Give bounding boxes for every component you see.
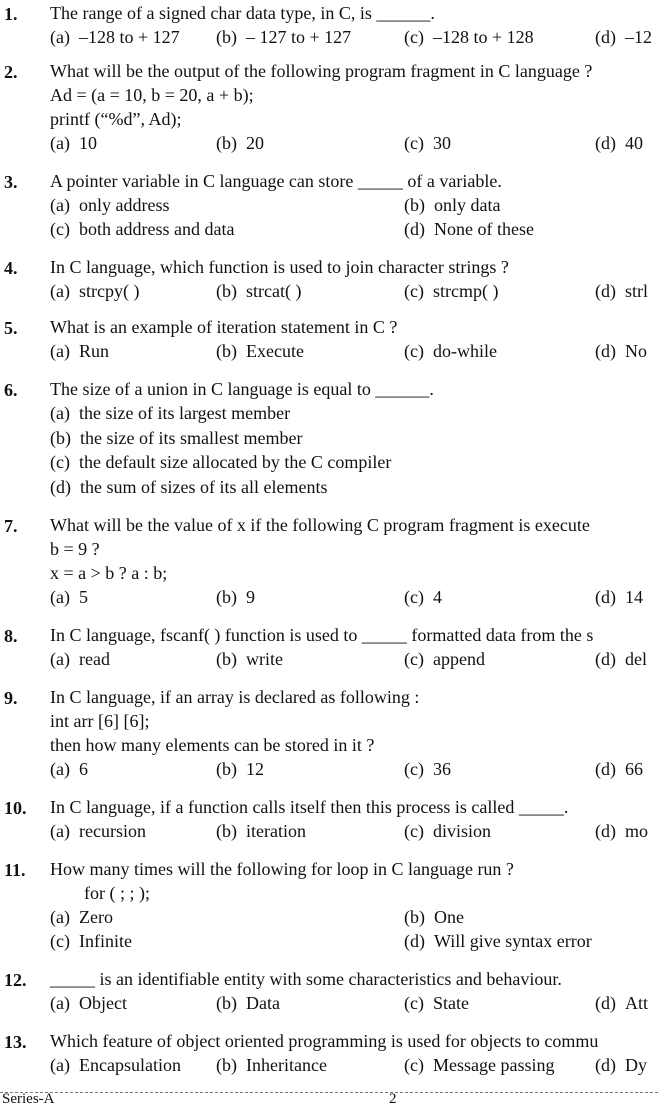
option-text: Run xyxy=(78,341,109,361)
option-label: (c) xyxy=(404,649,424,669)
option-c xyxy=(404,820,491,842)
option-label: (b) xyxy=(216,759,237,779)
option-label: (d) xyxy=(595,759,616,779)
option-text: State xyxy=(432,993,469,1013)
option-a xyxy=(50,280,139,302)
option-a xyxy=(50,402,290,424)
option-text: – 127 to + 127 xyxy=(246,27,352,47)
option-text: Zero xyxy=(78,907,113,927)
option-label: (d) xyxy=(595,281,616,301)
question-number: 6. xyxy=(4,380,18,400)
question-number: 10. xyxy=(4,798,27,818)
option-label: (c) xyxy=(404,993,424,1013)
option-text: 36 xyxy=(432,759,451,779)
option-a xyxy=(50,586,88,608)
option-label: (d) xyxy=(595,821,616,841)
question-text: In C language, which function is used to join character strings ? xyxy=(50,257,509,277)
option-label: (c) xyxy=(50,931,70,951)
question-code-line: Ad = (a = 10, b = 20, a + b); xyxy=(50,85,254,105)
option-c xyxy=(404,340,497,362)
option-label: (a) xyxy=(50,195,70,215)
option-label: (d) xyxy=(595,993,616,1013)
option-text: the size of its smallest member xyxy=(80,427,303,448)
option-b xyxy=(216,1054,327,1076)
option-b xyxy=(216,280,301,302)
option-label: (a) xyxy=(50,907,70,927)
question-text: _____ is an identifiable entity with some characteristics and behaviour. xyxy=(50,969,562,989)
option-label: (c) xyxy=(404,587,424,607)
question-number: 5. xyxy=(4,318,18,338)
option-label: (b) xyxy=(216,649,237,669)
option-b xyxy=(216,758,264,780)
option-label: (d) xyxy=(404,219,425,239)
option-text: recursion xyxy=(78,821,146,841)
question-text: What is an example of iteration statement in C ? xyxy=(50,317,398,337)
option-b xyxy=(216,992,280,1014)
option-d xyxy=(404,930,592,952)
option-text: Dy xyxy=(625,1055,647,1075)
option-text: Att xyxy=(625,993,649,1013)
option-label: (a) xyxy=(50,341,70,361)
option-text: strcpy( ) xyxy=(78,281,140,301)
question-code-line: printf (“%d”, Ad); xyxy=(50,109,182,129)
option-text: –12 xyxy=(625,27,652,47)
option-d xyxy=(595,280,648,302)
question-code-line: for ( ; ; ); xyxy=(84,883,150,903)
option-label: (b) xyxy=(216,1055,237,1075)
option-c xyxy=(404,992,469,1014)
option-b xyxy=(216,340,304,362)
option-text: None of these xyxy=(434,219,534,239)
option-a xyxy=(50,132,97,154)
option-text: both address and data xyxy=(78,219,235,239)
option-text: 14 xyxy=(625,587,643,607)
option-text: Will give syntax error xyxy=(434,931,592,951)
option-label: (a) xyxy=(50,587,70,607)
question-code-line: b = 9 ? xyxy=(50,539,100,559)
option-label: (b) xyxy=(216,27,237,47)
option-b xyxy=(216,132,264,154)
option-d xyxy=(50,476,327,498)
option-text: 5 xyxy=(78,587,88,607)
option-text: 12 xyxy=(246,759,264,779)
option-text: strl xyxy=(625,281,649,301)
question-number: 12. xyxy=(4,970,27,990)
option-c xyxy=(404,26,534,48)
option-label: (d) xyxy=(50,476,71,497)
question-text: Which feature of object oriented programming is used for objects to commu xyxy=(50,1031,599,1051)
option-label: (a) xyxy=(50,821,70,841)
option-d xyxy=(595,820,648,842)
option-label: (a) xyxy=(50,281,70,301)
option-label: (d) xyxy=(595,1055,616,1075)
question-text: The size of a union in C language is equal to ______. xyxy=(50,379,434,399)
option-a xyxy=(50,194,169,216)
question-code-line: int arr [6] [6]; xyxy=(50,711,150,731)
option-text: Inheritance xyxy=(246,1055,327,1075)
option-b xyxy=(404,906,464,928)
question-text: The range of a signed char data type, in C, is ______. xyxy=(50,3,435,23)
option-label: (c) xyxy=(404,1055,424,1075)
question-code-line: then how many elements can be stored in it ? xyxy=(50,735,375,755)
question-number: 3. xyxy=(4,172,18,192)
option-text: One xyxy=(434,907,464,927)
option-label: (c) xyxy=(404,133,424,153)
series-label: Series-A xyxy=(2,1091,55,1107)
option-text: Encapsulation xyxy=(78,1055,181,1075)
option-text: strcmp( ) xyxy=(432,281,499,301)
option-text: append xyxy=(432,649,485,669)
option-text: 40 xyxy=(625,133,643,153)
footer-divider xyxy=(0,1092,658,1093)
option-d xyxy=(595,648,647,670)
option-c xyxy=(404,280,498,302)
option-d xyxy=(595,132,643,154)
option-c xyxy=(50,930,132,952)
option-d xyxy=(595,992,648,1014)
option-label: (b) xyxy=(216,993,237,1013)
option-label: (b) xyxy=(404,907,425,927)
option-label: (b) xyxy=(50,427,71,448)
option-a xyxy=(50,340,109,362)
page-number: 2 xyxy=(389,1091,397,1107)
option-label: (d) xyxy=(595,587,616,607)
option-a xyxy=(50,1054,181,1076)
option-text: Infinite xyxy=(78,931,132,951)
option-text: mo xyxy=(625,821,649,841)
option-c xyxy=(404,648,485,670)
option-text: only address xyxy=(78,195,170,215)
option-text: Execute xyxy=(246,341,304,361)
option-d xyxy=(404,218,534,240)
option-b xyxy=(216,648,283,670)
question-text: In C language, fscanf( ) function is used to _____ formatted data from the s xyxy=(50,625,594,645)
option-a xyxy=(50,820,146,842)
question-number: 8. xyxy=(4,626,18,646)
option-label: (d) xyxy=(595,649,616,669)
option-text: No xyxy=(625,341,647,361)
option-label: (c) xyxy=(50,452,70,472)
question-number: 4. xyxy=(4,258,18,278)
option-b xyxy=(216,26,351,48)
option-label: (b) xyxy=(216,281,237,301)
option-b xyxy=(404,194,500,216)
option-text: 30 xyxy=(432,133,451,153)
option-d xyxy=(595,758,643,780)
option-text: 10 xyxy=(78,133,97,153)
option-label: (b) xyxy=(216,821,237,841)
option-text: do-while xyxy=(432,341,497,361)
option-label: (d) xyxy=(595,341,616,361)
option-text: division xyxy=(432,821,491,841)
option-text: del xyxy=(625,649,647,669)
question-number: 9. xyxy=(4,688,18,708)
option-b xyxy=(216,586,255,608)
option-a xyxy=(50,906,113,928)
option-text: the sum of sizes of its all elements xyxy=(80,476,328,497)
option-a xyxy=(50,992,127,1014)
option-text: Message passing xyxy=(432,1055,555,1075)
option-text: read xyxy=(78,649,110,669)
option-label: (c) xyxy=(404,759,424,779)
option-text: 4 xyxy=(432,587,442,607)
option-c xyxy=(404,132,451,154)
question-text: In C language, if an array is declared as following : xyxy=(50,687,420,707)
option-label: (a) xyxy=(50,133,70,153)
option-text: the default size allocated by the C compiler xyxy=(78,452,392,472)
question-text: In C language, if a function calls itself then this process is called _____. xyxy=(50,797,569,817)
option-text: only data xyxy=(434,195,501,215)
option-text: 20 xyxy=(246,133,264,153)
option-label: (d) xyxy=(404,931,425,951)
option-label: (d) xyxy=(595,27,616,47)
option-text: Data xyxy=(246,993,280,1013)
option-label: (a) xyxy=(50,759,70,779)
option-label: (c) xyxy=(404,27,424,47)
option-c xyxy=(50,451,391,473)
question-text: What will be the output of the following program fragment in C language ? xyxy=(50,61,593,81)
question-number: 13. xyxy=(4,1032,27,1052)
option-text: 9 xyxy=(246,587,255,607)
option-text: –128 to + 127 xyxy=(78,27,180,47)
option-d xyxy=(595,1054,647,1076)
option-d xyxy=(595,340,647,362)
option-text: write xyxy=(246,649,283,669)
option-b xyxy=(50,427,302,449)
option-label: (a) xyxy=(50,403,70,423)
option-text: iteration xyxy=(246,821,306,841)
option-label: (b) xyxy=(216,341,237,361)
option-label: (c) xyxy=(50,219,70,239)
option-label: (a) xyxy=(50,993,70,1013)
question-number: 7. xyxy=(4,516,18,536)
question-number: 11. xyxy=(4,860,26,880)
question-number: 2. xyxy=(4,62,18,82)
option-c xyxy=(404,586,442,608)
option-label: (b) xyxy=(404,195,425,215)
option-c xyxy=(50,218,234,240)
option-text: –128 to + 128 xyxy=(432,27,534,47)
option-d xyxy=(595,586,643,608)
option-label: (a) xyxy=(50,1055,70,1075)
question-text: How many times will the following for loop in C language run ? xyxy=(50,859,514,879)
option-c xyxy=(404,1054,554,1076)
option-a xyxy=(50,648,110,670)
option-text: 6 xyxy=(78,759,88,779)
option-text: Object xyxy=(78,993,127,1013)
question-text: A pointer variable in C language can store _____ of a variable. xyxy=(50,171,502,191)
option-label: (a) xyxy=(50,27,70,47)
option-label: (d) xyxy=(595,133,616,153)
option-a xyxy=(50,758,88,780)
option-d xyxy=(595,26,652,48)
option-label: (c) xyxy=(404,821,424,841)
option-label: (b) xyxy=(216,587,237,607)
option-a xyxy=(50,26,180,48)
question-text: What will be the value of x if the following C program fragment is execute xyxy=(50,515,590,535)
option-label: (a) xyxy=(50,649,70,669)
option-b xyxy=(216,820,306,842)
option-label: (b) xyxy=(216,133,237,153)
option-label: (c) xyxy=(404,281,424,301)
option-text: the size of its largest member xyxy=(78,403,291,423)
option-label: (c) xyxy=(404,341,424,361)
option-text: strcat( ) xyxy=(246,281,302,301)
option-text: 66 xyxy=(625,759,643,779)
question-number: 1. xyxy=(4,4,18,24)
option-c xyxy=(404,758,451,780)
question-code-line: x = a > b ? a : b; xyxy=(50,563,168,583)
